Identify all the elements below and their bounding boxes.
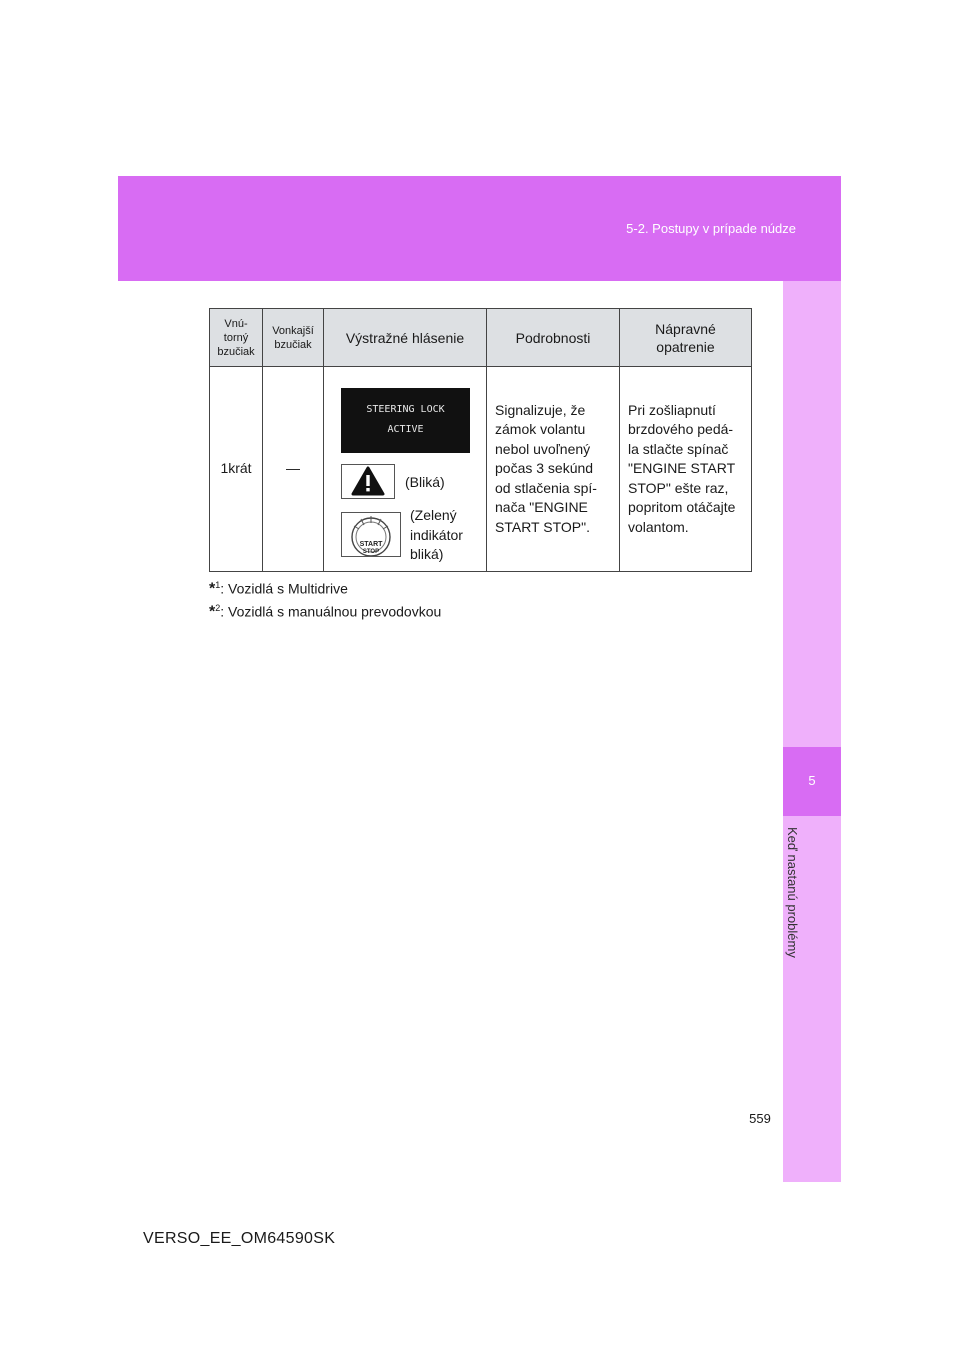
stop-icon-text: STOP: [362, 549, 380, 555]
header-external-buzzer: Vonkajší bzučiak: [263, 309, 324, 367]
header-corrective-action: Nápravné opatrenie: [620, 309, 752, 367]
corrective-action-text: Pri zošliapnutí brzdového pedá- la stlačte spínač "ENGINE START STOP" ešte raz, popritom otáčajte volantom.: [628, 401, 736, 535]
multi-info-display: [341, 388, 470, 453]
details-cell: [487, 367, 620, 572]
table-row: [210, 367, 752, 572]
footnote-2: [209, 599, 441, 622]
footnote-number: 1: [215, 580, 221, 590]
warning-table: [209, 308, 752, 572]
master-warning-icon: [341, 464, 395, 499]
internal-buzzer-cell: 1krát: [210, 367, 263, 572]
footnote-text: : Vozidlá s Multidrive: [220, 580, 348, 597]
header-internal-buzzer: Vnú- torný bzučiak: [210, 309, 263, 367]
header-warning-message: Výstražné hlásenie: [324, 309, 487, 367]
footnotes: [209, 576, 441, 621]
external-buzzer-cell: —: [263, 367, 324, 572]
start-icon-text: START: [359, 541, 383, 548]
footnote-number: 2: [215, 602, 221, 613]
display-line-2: ACTIVE: [387, 424, 424, 435]
doc-code: VERSO_EE_OM64590SK: [143, 1230, 336, 1247]
footnote-marker: *: [209, 603, 216, 621]
start-stop-indicator-icon: [341, 512, 401, 557]
chapter-tab[interactable]: [783, 747, 841, 816]
table-header-row: [210, 309, 752, 367]
header-band: [118, 176, 841, 281]
page-number: 559: [749, 1111, 771, 1126]
details-text: Signalizuje, že zámok volantu nebol uvoľnený počas 3 sekúnd od stlačenia spí- nača "ENGINE START STOP".: [495, 401, 597, 535]
warning-message-cell: [324, 367, 487, 572]
footnote-text: : Vozidlá s manuálnou prevodovkou: [220, 603, 442, 620]
section-title: 5-2. Postupy v prípade núdze: [626, 221, 796, 236]
chapter-title: Keď nastanú problémy: [785, 827, 800, 958]
chapter-number: 5: [808, 773, 816, 788]
start-stop-label: (Zelený indikátor bliká): [410, 507, 463, 562]
corrective-action-cell: [620, 367, 752, 572]
footnote-marker: *: [209, 580, 216, 598]
header-details: Podrobnosti: [487, 309, 620, 367]
display-line-1: STEERING LOCK: [366, 404, 445, 415]
master-warning-label: (Bliká): [405, 474, 445, 490]
footnote-1: [209, 576, 441, 599]
side-strip: [783, 281, 841, 1182]
